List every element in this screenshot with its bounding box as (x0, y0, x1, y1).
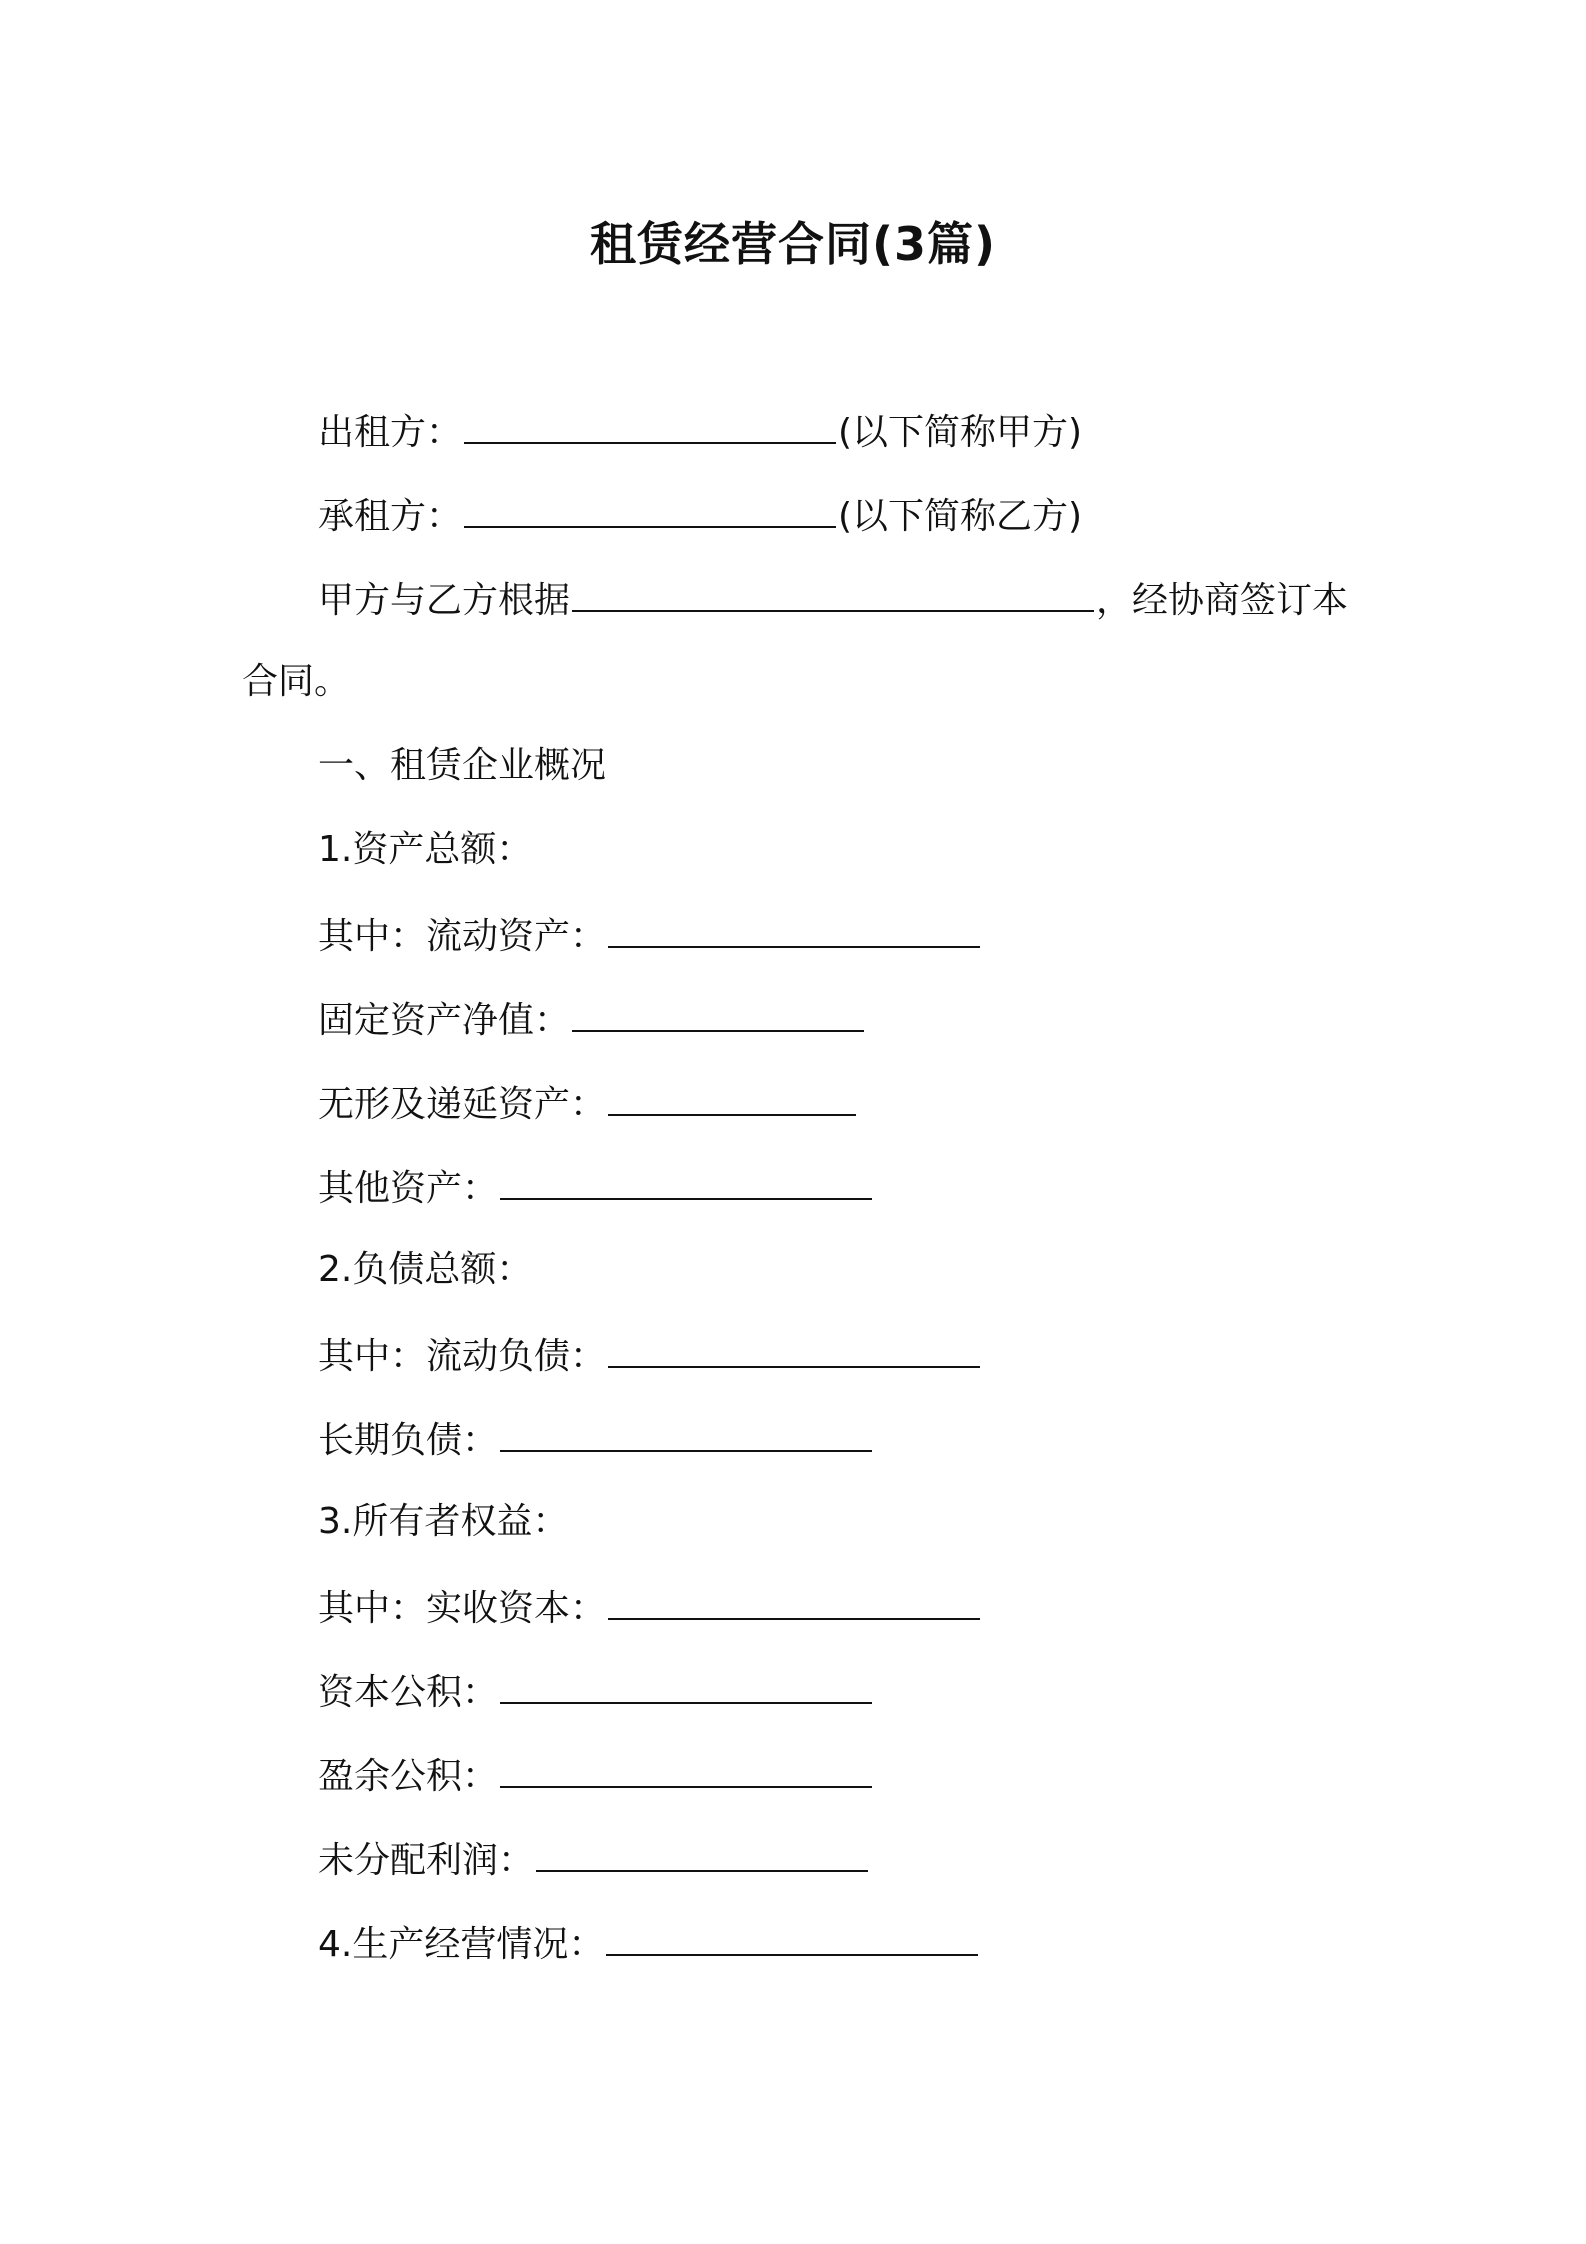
surplus-reserve-blank[interactable] (500, 1750, 872, 1788)
lessee-suffix: (以下简称乙方) (838, 496, 1083, 537)
current-liabilities-line (318, 1330, 982, 1381)
undistributed-profit-label: 未分配利润： (318, 1840, 535, 1881)
current-assets-line (318, 910, 982, 961)
intro-blank[interactable] (572, 574, 1094, 612)
other-assets-label: 其他资产： (318, 1168, 499, 1209)
capital-reserve-blank[interactable] (500, 1666, 872, 1704)
current-liabilities-blank[interactable] (608, 1330, 980, 1368)
document-title: 租赁经营合同(3篇) (589, 217, 997, 271)
capital-reserve-label: 资本公积： (318, 1672, 499, 1713)
intro-line (318, 574, 1348, 625)
operations-blank[interactable] (606, 1918, 978, 1956)
lessee-blank[interactable] (464, 490, 836, 528)
total-liabilities-label: 2.负债总额： (318, 1249, 533, 1290)
total-assets-label: 1.资产总额： (318, 829, 533, 870)
long-term-liabilities-blank[interactable] (500, 1414, 872, 1452)
lessor-suffix: (以下简称甲方) (838, 412, 1083, 453)
long-term-liabilities-label: 长期负债： (318, 1420, 499, 1461)
surplus-reserve-label: 盈余公积： (318, 1756, 499, 1797)
lessor-line (318, 406, 1082, 457)
paid-in-capital-blank[interactable] (608, 1582, 980, 1620)
other-assets-blank[interactable] (500, 1162, 872, 1200)
fixed-assets-label: 固定资产净值： (318, 1000, 571, 1041)
intro-prefix: 甲方与乙方根据 (318, 580, 571, 621)
lessee-line (318, 490, 1082, 541)
fixed-assets-line (318, 994, 866, 1045)
capital-reserve-line (318, 1666, 874, 1717)
intangible-assets-blank[interactable] (608, 1078, 856, 1116)
paid-in-capital-line (318, 1582, 982, 1633)
operations-label: 4.生产经营情况： (318, 1924, 605, 1965)
lessor-label: 出租方： (318, 412, 463, 453)
undistributed-profit-blank[interactable] (536, 1834, 868, 1872)
long-term-liabilities-line (318, 1414, 874, 1465)
intangible-assets-line (318, 1078, 858, 1129)
other-assets-line (318, 1162, 874, 1213)
intangible-assets-label: 无形及递延资产： (318, 1084, 607, 1125)
current-assets-blank[interactable] (608, 910, 980, 948)
intro-continuation: 合同。 (242, 661, 351, 702)
undistributed-profit-line (318, 1834, 870, 1885)
section1-heading: 一、租赁企业概况 (318, 745, 607, 786)
lessor-blank[interactable] (464, 406, 836, 444)
lessee-label: 承租方： (318, 496, 463, 537)
owners-equity-label: 3.所有者权益： (318, 1501, 569, 1542)
current-liabilities-label: 其中：流动负债： (318, 1336, 607, 1377)
surplus-reserve-line (318, 1750, 874, 1801)
operations-line (318, 1918, 980, 1969)
intro-suffix: ，经协商签订本 (1096, 580, 1349, 621)
paid-in-capital-label: 其中：实收资本： (318, 1588, 607, 1629)
fixed-assets-blank[interactable] (572, 994, 864, 1032)
current-assets-label: 其中：流动资产： (318, 916, 607, 957)
